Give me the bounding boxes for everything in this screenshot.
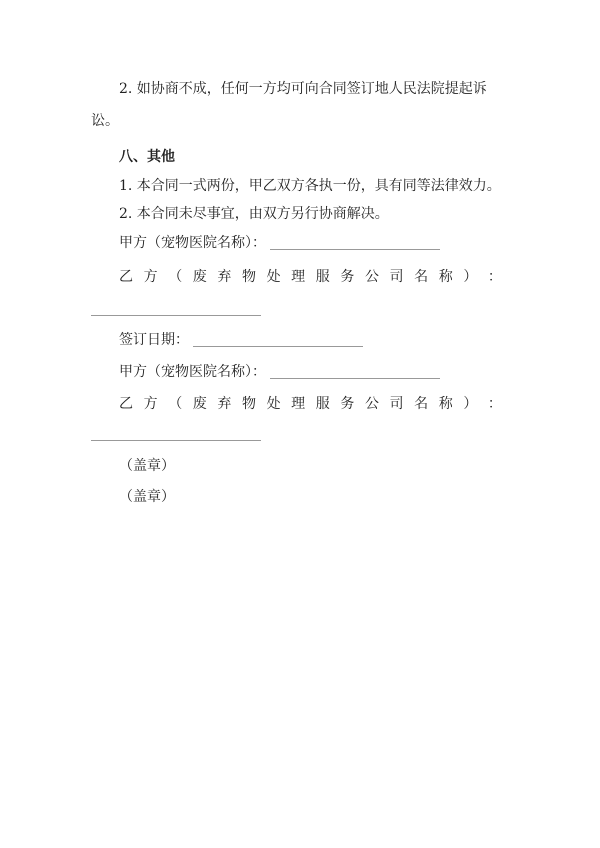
sign-date-line (119, 331, 363, 349)
sign-date-label: 签订日期： (119, 332, 189, 348)
party-a-label: 甲方（宠物医院名称）： (119, 235, 266, 251)
party-b-blank-1[interactable] (91, 315, 261, 316)
party-b-blank-2[interactable] (91, 440, 261, 441)
party-b-label-1: 乙 方 （ 废 弃 物 处 理 服 务 公 司 名 称 ） ： (119, 269, 502, 285)
seal-label-1: （盖章） (119, 458, 175, 474)
party-b-label-2: 乙 方 （ 废 弃 物 处 理 服 务 公 司 名 称 ） ： (119, 396, 502, 412)
clause-item-2: 2. 如协商不成，任何一方均可向合同签订地人民法院提起诉 (119, 81, 487, 97)
sign-date-blank[interactable] (193, 346, 363, 347)
party-a-blank[interactable] (270, 378, 440, 379)
section-item-1: 1. 本合同一式两份，甲乙双方各执一份，具有同等法律效力。 (119, 178, 501, 194)
party-a-line-2 (119, 363, 440, 381)
party-a-label: 甲方（宠物医院名称）： (119, 364, 266, 380)
party-a-line-1 (119, 234, 440, 252)
clause-item-2-continued: 讼。 (91, 113, 119, 129)
section-item-2: 2. 本合同未尽事宜，由双方另行协商解决。 (119, 206, 389, 222)
section-title-other: 八、其他 (119, 149, 175, 165)
seal-label-2: （盖章） (119, 489, 175, 505)
party-a-blank[interactable] (270, 249, 440, 250)
